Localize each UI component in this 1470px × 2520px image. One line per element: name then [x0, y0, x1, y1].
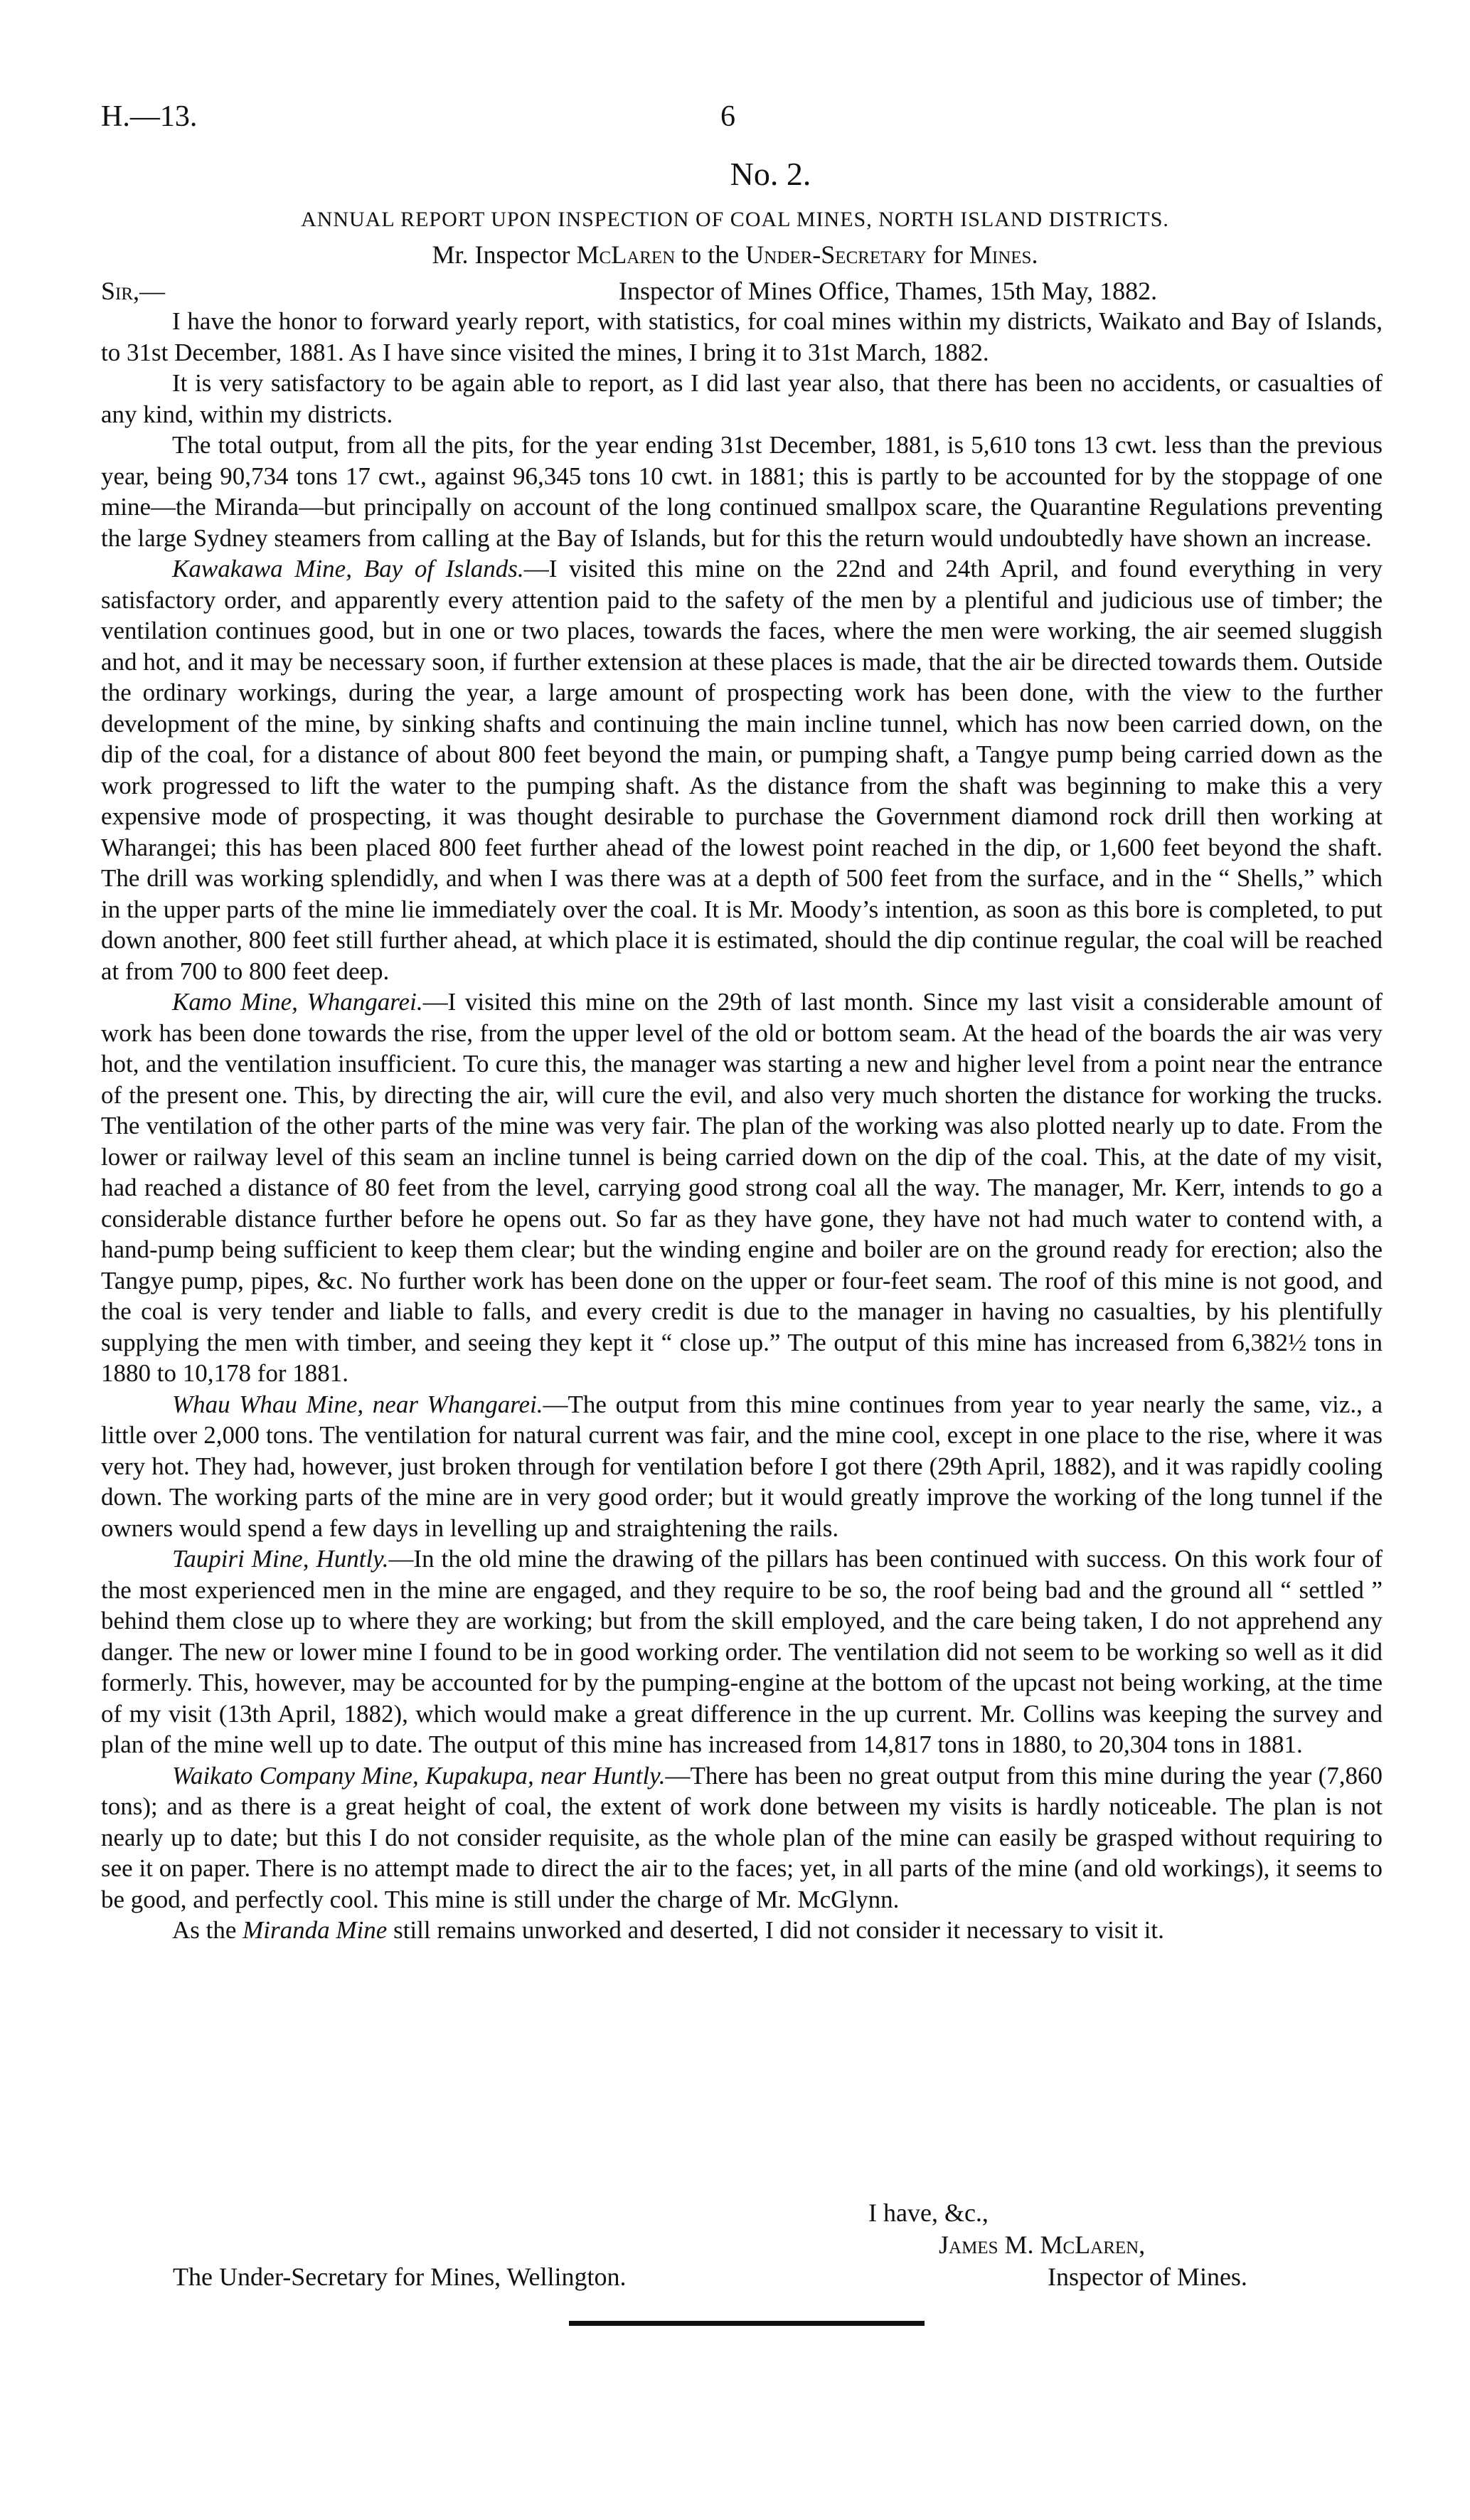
subtitle-recipient: Under-Secretary [745, 240, 927, 269]
paragraph-miranda [101, 1915, 1383, 1946]
heading-waikato-company: Waikato Company Mine, Kupakupa, near Huntly. [172, 1761, 666, 1790]
heading-kawakawa: Kawakawa Mine, Bay of Islands. [172, 555, 524, 583]
paragraph-intro: I have the honor to forward yearly report, with statistics, for coal mines within my districts, Waikato and Bay of Islands, to 31st December, 1881. As I have since visited the mines, I bring it to 31st March, 1882. [101, 307, 1383, 366]
miranda-mine-name: Miranda Mine [243, 1916, 388, 1944]
text-taupiri: —In the old mine the drawing of the pillars has been continued with success. On this work four of the most experienced men in the mine are engaged, and they require to be so, the roof being bad and the ground all “ settled ” behind them close up to where they are working; but from the skill employed, and the care being taken, I do not apprehend any danger. The new or lower mine I found to be in good working order. The ventilation did not seem to be working so well as it did formerly. This, however, may be accounted for by the pumping-engine at the bottom of the upcast not being working, at the time of my visit (13th April, 1882), which would make a great difference in the up current. Mr. Collins was keeping the survey and plan of the mine well up to date. The output of this mine has increased from 14,817 tons in 1880, to 20,304 tons in 1881. [101, 1545, 1383, 1758]
paragraph-waikato-company [101, 1760, 1383, 1915]
subtitle-post2: . [1031, 240, 1038, 269]
end-rule [569, 2321, 925, 2326]
miranda-text: still remains unworked and deserted, I did not consider it necessary to visit it. [387, 1916, 1164, 1944]
subtitle-mid: to the [675, 240, 746, 269]
page-number: 6 [720, 100, 735, 133]
report-subtitle [85, 240, 1385, 270]
subtitle-post1: for [926, 240, 969, 269]
paragraph-kawakawa [101, 553, 1383, 987]
paragraph-whau-whau [101, 1389, 1383, 1544]
text-whau-whau: —The output from this mine continues from year to year nearly the same, viz., a little over 2,000 tons. The ventilation for natural current was fair, and the mine cool, except in one place to the rise, where it was very hot. They had, however, just broken through for ventilation before I got there (29th April, 1882), and it was rapidly cooling down. The working parts of the mine are in very good order; but it would greatly improve the working of the long tunnel if the owners would spend a few days in levelling up and straightening the rails. [101, 1390, 1383, 1542]
header-reference: H.—13. [101, 100, 198, 133]
miranda-pre: As the [172, 1916, 243, 1944]
subtitle-pre: Mr. Inspector [432, 240, 577, 269]
paragraph-kamo [101, 987, 1383, 1389]
subtitle-name: McLaren [576, 240, 676, 269]
heading-taupiri: Taupiri Mine, Huntly. [172, 1545, 389, 1573]
paragraph-taupiri [101, 1543, 1383, 1760]
signatory-title: Inspector of Mines. [1048, 2263, 1247, 2291]
document-number: No. 2. [730, 156, 811, 192]
text-kamo: —I visited this mine on the 29th of last month. Since my last visit a considerable amount of work has been done towards the rise, from the upper level of the old or bottom seam. At the head of the boards the air was very hot, and the ventilation insufficient. To cure this, the manager was starting a new and higher level from a point near the entrance of the present one. This, by directing the air, will cure the evil, and also very much shorten the distance for working the trucks. The ventilation of the other parts of the mine was very fair. The plan of the working was also plotted nearly up to date. From the lower or railway level of this seam an incline tunnel is being carried down on the dip of the coal. This, at the date of my visit, had reached a distance of 80 feet from the level, carrying good strong coal all the way. The manager, Mr. Kerr, intends to go a considerable distance further before he opens out. So far as they have gone, they have not had much water to contend with, a hand-pump being sufficient to keep them clear; but the winding engine and boiler are on the ground ready for erection; also the Tangye pump, pipes, &c. No further work has been done on the upper or four-feet seam. The roof of this mine is not good, and the coal is very tender and liable to falls, and every credit is due to the manager in having no casualties, by his plentifully supplying the men with timber, and seeing they kept it “ close up.” The output of this mine has increased from 6,382½ tons in 1880 to 10,178 for 1881. [101, 988, 1383, 1387]
addressee: The Under-Secretary for Mines, Wellington. [173, 2263, 627, 2291]
paragraph-no-accidents: It is very satisfactory to be again able to report, as I did last year also, that there has been no accidents, or casualties of any kind, within my districts. [101, 369, 1383, 428]
report-title: ANNUAL REPORT UPON INSPECTION OF COAL MINES, NORTH ISLAND DISTRICTS. [301, 208, 1169, 231]
signature: James M. McLaren, [939, 2231, 1146, 2259]
closing-line: I have, &c., [868, 2199, 989, 2227]
subtitle-dept: Mines [969, 240, 1032, 269]
heading-kamo: Kamo Mine, Whangarei. [172, 988, 423, 1016]
report-body [101, 306, 1383, 1946]
office-line: Inspector of Mines Office, Thames, 15th May, 1882. [619, 277, 1158, 305]
paragraph-total-output: The total output, from all the pits, for the year ending 31st December, 1881, is 5,610 tons 13 cwt. less than the previous year, being 90,734 tons 17 cwt., against 96,345 tons 10 cwt. in 1881; this is partly to be accounted for by the stoppage of one mine—the Miranda—but principally on account of the long continued smallpox scare, the Quarantine Regulations preventing the large Sydney steamers from calling at the Bay of Islands, but for this the return would undoubtedly have shown an increase. [101, 431, 1383, 552]
heading-whau-whau: Whau Whau Mine, near Whangarei. [172, 1390, 543, 1418]
text-waikato-company: —There has been no great output from this mine during the year (7,860 tons); and as there is a great height of coal, the extent of work done between my visits is hardly noticeable. The plan is not nearly up to date; but this I do not consider requisite, as the whole plan of the mine can easily be grasped without requiring to see it on paper. There is no attempt made to direct the air to the faces; yet, in all parts of the mine (and old workings), it seems to be good, and perfectly cool. This mine is still under the charge of Mr. McGlynn. [101, 1761, 1383, 1913]
text-kawakawa: —I visited this mine on the 22nd and 24th April, and found everything in very satisfactory order, and apparently every attention paid to the safety of the men by a plentiful and judicious use of timber; the ventilation continues good, but in one or two places, towards the faces, where the men were working, the air seemed sluggish and hot, and it may be necessary soon, if further extension at these places is made, that the air be directed towards them. Outside the ordinary workings, during the year, a large amount of prospecting work has been done, with the view to the further development of the mine, by sinking shafts and continuing the main incline tunnel, which has now been carried down, on the dip of the coal, for a distance of about 800 feet beyond the main, or pumping shaft, a Tangye pump being carried down as the work progressed to lift the water to the pumping shaft. As the distance from the shaft was beginning to make this a very expensive mode of prospecting, it was thought desirable to purchase the Government diamond rock drill then working at Wharangei; this has been placed 800 feet further ahead of the lowest point reached in the dip, or 1,600 feet beyond the shaft. The drill was working splendidly, and when I was there was at a depth of 500 feet from the surface, and in the “ Shells,” which in the upper parts of the mine lie immediately over the coal. It is Mr. Moody’s intention, as soon as this bore is completed, to put down another, 800 feet still further ahead, at which place it is estimated, should the dip continue regular, the coal will be reached at from 700 to 800 feet deep. [101, 555, 1383, 985]
salutation: Sir,— [101, 277, 166, 305]
